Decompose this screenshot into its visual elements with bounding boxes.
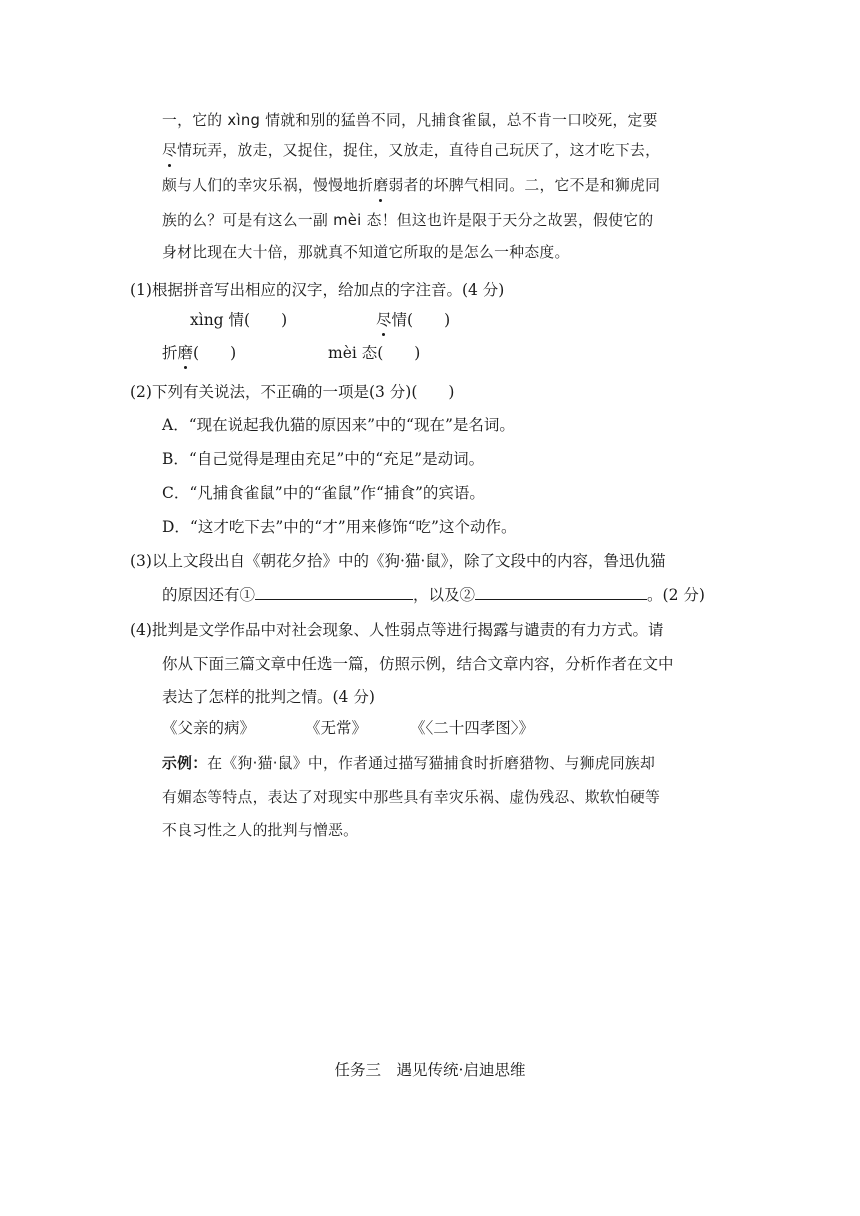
q4-sample-2: 有媚态等特点，表达了对现实中那些具有幸灾乐祸、虚伪残忍、欺软怕硬等 bbox=[162, 789, 661, 806]
passage-line-3 bbox=[162, 176, 660, 196]
q1-item-2-rest: 情( ) bbox=[391, 311, 451, 329]
q4-sample-1 bbox=[162, 754, 655, 774]
q4-title-2: 《无常》 bbox=[305, 719, 368, 737]
q2-option-b: B．“自己觉得是理由充足”中的“充足”是动词。 bbox=[162, 450, 485, 468]
q1-item-3 bbox=[162, 343, 236, 363]
answer-blank-2[interactable] bbox=[475, 585, 647, 600]
q4-line-3: 表达了怎样的批判之情。(4 分) bbox=[162, 688, 375, 706]
dotted-char: 尽 bbox=[376, 311, 392, 329]
passage-line-2 bbox=[162, 141, 660, 161]
q1-item-3-pre: 折 bbox=[162, 344, 178, 362]
q2-option-c: C．“凡捕食雀鼠”中的“雀鼠”作“捕食”的宾语。 bbox=[162, 484, 485, 502]
dotted-char: 磨 bbox=[373, 177, 389, 194]
q4-title-3: 《〈二十四孝图〉》 bbox=[410, 719, 535, 737]
q1-item-3-rest: ( ) bbox=[193, 344, 237, 362]
passage-line-3-rest: 弱者的坏脾气相同。二，它不是和狮虎同 bbox=[388, 177, 661, 194]
q2-stem: (2)下列有关说法，不正确的一项是(3 分)( ) bbox=[130, 383, 455, 401]
dotted-char: 磨 bbox=[177, 344, 194, 362]
q1-item-1: xìng 情( ) bbox=[190, 311, 288, 329]
q4-sample-1-text: 在《狗·猫·鼠》中，作者通过描写猫捕食时折磨猎物、与狮虎同族却 bbox=[207, 755, 656, 772]
q1-stem: (1)根据拼音写出相应的汉字，给加点的字注音。(4 分) bbox=[130, 281, 505, 299]
passage-line-1: 一，它的 xìng 情就和别的猛兽不同，凡捕食雀鼠，总不肯一口咬死，定要 bbox=[162, 112, 658, 129]
q3-line-2 bbox=[162, 585, 705, 605]
q4-line-1: (4)批判是文学作品中对社会现象、人性弱点等进行揭露与谴责的有力方式。请 bbox=[130, 621, 664, 639]
passage-line-2-rest: 情玩弄，放走，又捉住，捉住，又放走，直待自己玩厌了，这才吃下去， bbox=[177, 142, 661, 159]
q1-item-2 bbox=[376, 310, 450, 330]
q2-option-a: A．“现在说起我仇猫的原因来”中的“现在”是名词。 bbox=[162, 416, 515, 434]
passage-line-4: 族的么？可是有这么一副 mèi 态！但这也许是限于天分之故罢，假使它的 bbox=[162, 212, 654, 229]
q4-title-1: 《父亲的病》 bbox=[162, 719, 256, 737]
passage-line-5: 身材比现在大十倍，那就真不知道它所取的是怎么一种态度。 bbox=[162, 244, 570, 261]
q4-sample-3: 不良习性之人的批判与憎恶。 bbox=[162, 822, 359, 839]
q2-option-d: D．“这才吃下去”中的“才”用来修饰“吃”这个动作。 bbox=[162, 518, 517, 536]
section-heading: 任务三 遇见传统·启迪思维 bbox=[334, 1061, 526, 1079]
passage-line-3-pre: 颇与人们的幸灾乐祸，慢慢地折 bbox=[162, 177, 374, 194]
q1-item-4: mèi 态( ) bbox=[328, 344, 421, 362]
q3-line-2-mid: ，以及② bbox=[413, 586, 476, 604]
q4-line-2: 你从下面三篇文章中任选一篇，仿照示例，结合文章内容，分析作者在文中 bbox=[162, 655, 674, 673]
sample-label: 示例： bbox=[162, 755, 208, 772]
q3-line-2-pre: 的原因还有① bbox=[162, 586, 256, 604]
dotted-char: 尽 bbox=[162, 142, 178, 159]
q3-line-2-end: 。(2 分) bbox=[647, 586, 705, 604]
answer-blank-1[interactable] bbox=[255, 585, 413, 600]
q3-line-1: (3)以上文段出自《朝花夕拾》中的《狗·猫·鼠》，除了文段中的内容，鲁迅仇猫 bbox=[130, 552, 666, 570]
